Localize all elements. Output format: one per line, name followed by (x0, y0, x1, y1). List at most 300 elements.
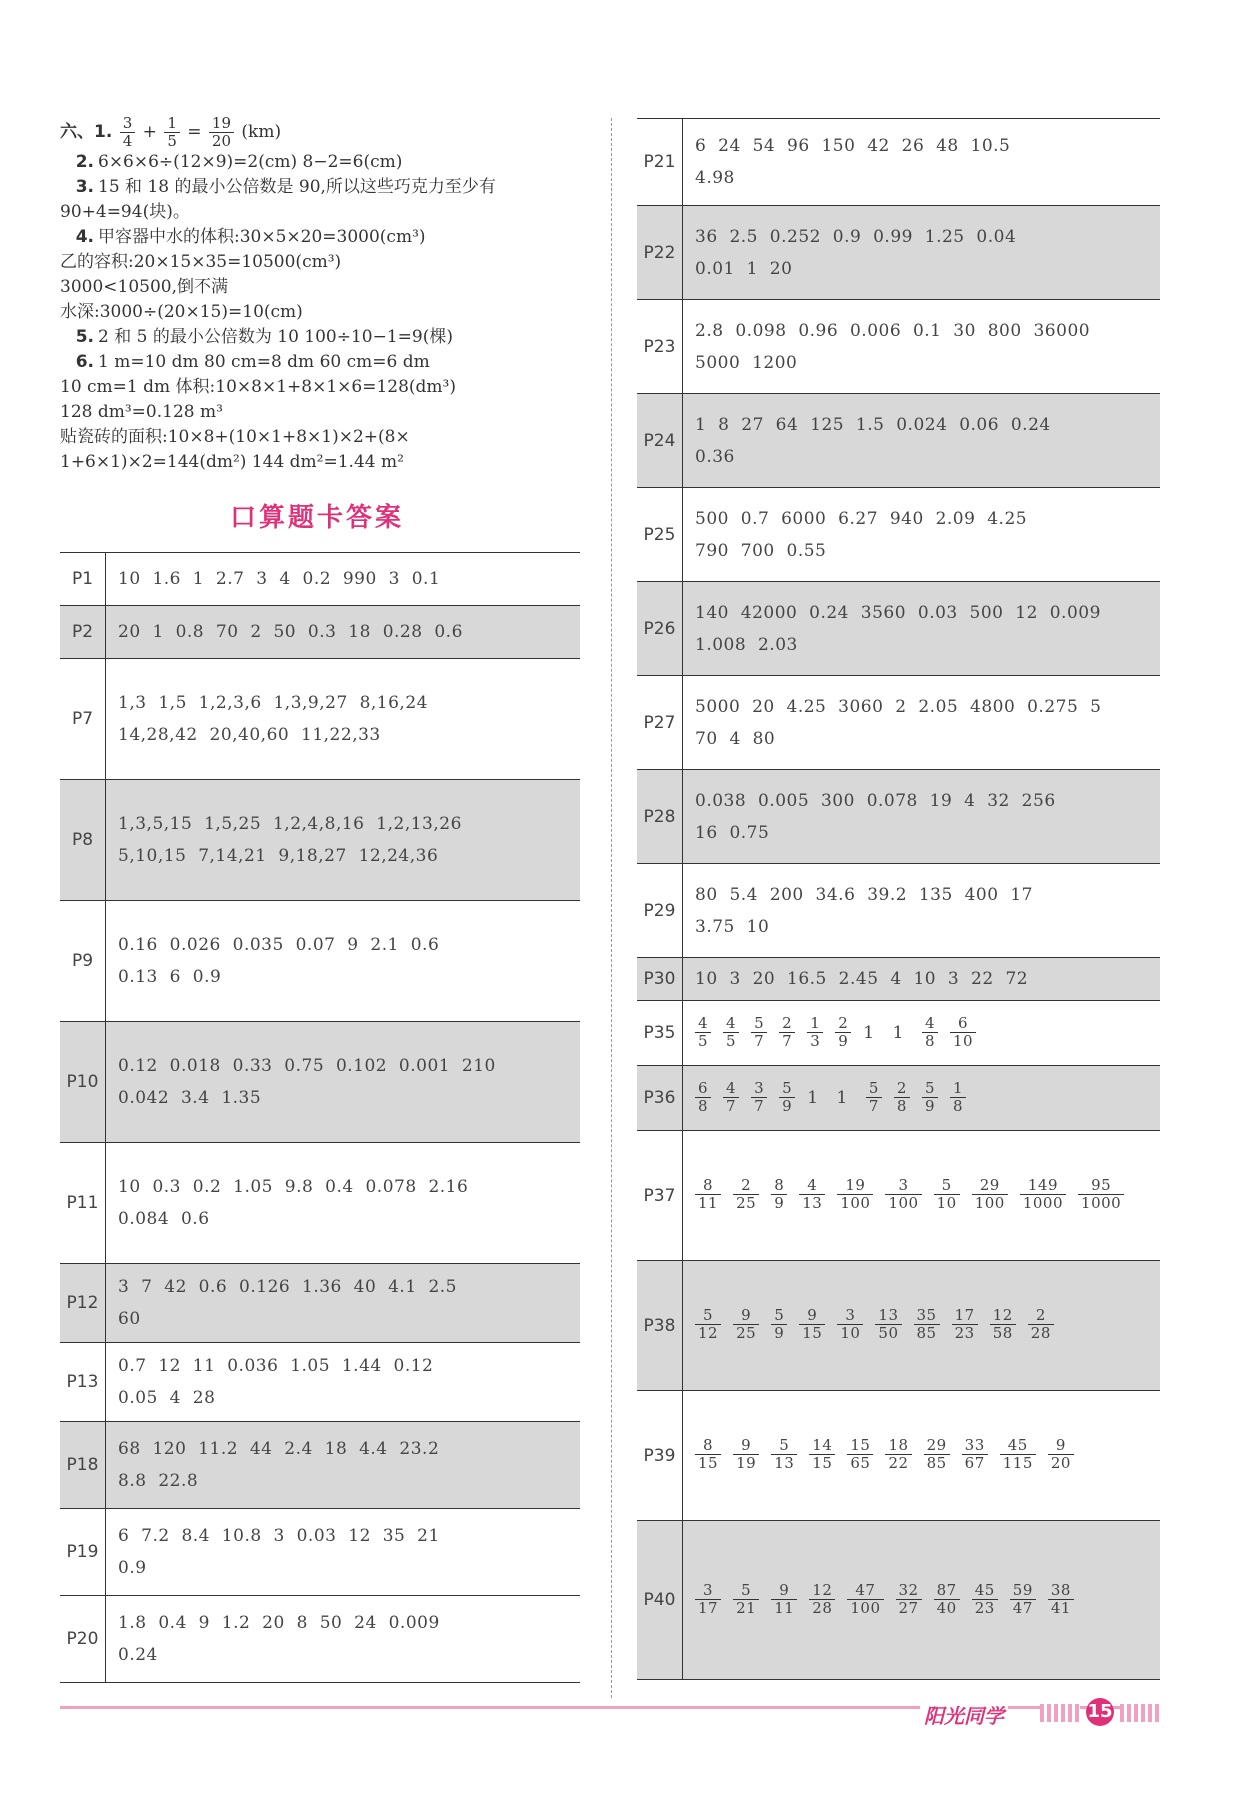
denominator: 7 (726, 1096, 737, 1115)
fraction (896, 1582, 922, 1617)
page-label: P28 (637, 770, 683, 864)
fraction (695, 1177, 721, 1212)
problem-2 (60, 150, 580, 175)
fraction (799, 1177, 825, 1212)
answer-row (637, 864, 1160, 958)
denominator: 9 (924, 1096, 935, 1115)
denominator: 25 (736, 1324, 757, 1342)
denominator: 11 (774, 1598, 795, 1617)
denominator: 58 (992, 1324, 1013, 1342)
fraction-values (683, 1001, 1161, 1066)
denominator: 15 (812, 1454, 833, 1472)
denominator: 28 (1030, 1324, 1051, 1342)
fraction (885, 1177, 921, 1212)
page-label: P7 (60, 659, 106, 780)
fraction (1048, 1437, 1074, 1472)
numerator: 5 (866, 1080, 882, 1098)
answer-line: 16 0.75 (695, 822, 770, 843)
denominator: 100 (850, 1598, 881, 1617)
numerator: 5 (771, 1307, 787, 1325)
fraction (751, 1080, 767, 1115)
denominator: 41 (1050, 1598, 1071, 1617)
page-label: P37 (637, 1131, 683, 1261)
numerator: 1 (807, 1015, 823, 1033)
fraction (120, 115, 136, 150)
answer-row (60, 1264, 580, 1343)
answer-line: 140 42000 0.24 3560 0.03 500 12 0.009 (695, 602, 1101, 623)
fraction (751, 1015, 767, 1050)
answer-values (683, 958, 1161, 1001)
numerator: 9 (733, 1437, 759, 1455)
page-label: P35 (637, 1001, 683, 1066)
answer-row (60, 1022, 580, 1143)
answer-line: 80 5.4 200 34.6 39.2 135 400 17 (695, 884, 1033, 905)
answer-row (637, 676, 1160, 770)
denominator: 17 (698, 1598, 719, 1617)
fraction (733, 1582, 759, 1617)
numerator: 3 (695, 1582, 721, 1600)
numerator: 8 (771, 1177, 787, 1195)
answer-line: 1.008 2.03 (695, 634, 798, 655)
denominator: 50 (878, 1324, 899, 1342)
answer-line: 1,3,5,15 1,5,25 1,2,4,8,16 1,2,13,26 (118, 814, 462, 834)
fraction (866, 1080, 882, 1115)
numerator: 5 (695, 1307, 721, 1325)
page-label: P20 (60, 1596, 106, 1683)
numerator: 5 (751, 1015, 767, 1033)
answer-values (683, 488, 1161, 582)
answer-line: 36 2.5 0.252 0.9 0.99 1.25 0.04 (695, 226, 1017, 247)
fraction (695, 1080, 711, 1115)
numerator: 5 (922, 1080, 938, 1098)
answer-line: 0.01 1 20 (695, 258, 793, 279)
denominator: 21 (736, 1598, 757, 1617)
fraction (885, 1437, 911, 1472)
footer-decoration (1040, 1704, 1080, 1722)
numerator: 33 (962, 1437, 988, 1455)
answer-line: 0.13 6 0.9 (118, 967, 222, 987)
answer-line: 20 1 0.8 70 2 50 0.3 18 0.28 0.6 (118, 622, 463, 642)
denominator: 22 (888, 1454, 909, 1472)
fraction-answer-row (637, 1391, 1160, 1521)
numerator: 87 (934, 1582, 960, 1600)
fraction-values (683, 1131, 1161, 1261)
page-label: P26 (637, 582, 683, 676)
answer-row (60, 1422, 580, 1509)
answer-values (683, 770, 1161, 864)
answer-values (683, 394, 1161, 488)
denominator: 23 (954, 1324, 975, 1342)
problem-text: 90+4=94(块)。 (60, 202, 190, 222)
page-number: 15 (1086, 1698, 1114, 1726)
numerator: 8 (695, 1437, 721, 1455)
page-label: P29 (637, 864, 683, 958)
fraction (733, 1307, 759, 1342)
fraction (962, 1437, 988, 1472)
page-label: P39 (637, 1391, 683, 1521)
fraction (972, 1582, 998, 1617)
denominator: 100 (974, 1194, 1005, 1212)
whole-number: 1 (836, 1088, 848, 1108)
denominator: 8 (924, 1031, 935, 1050)
fraction (922, 1080, 938, 1115)
answer-row (637, 582, 1160, 676)
problem-text: 甲容器中水的体积:30×5×20=3000(cm³) (98, 227, 426, 247)
problem-text: 6×6×6÷(12×9)=2(cm) 8−2=6(cm) (98, 152, 403, 172)
fraction (1048, 1582, 1074, 1617)
denominator: 11 (698, 1194, 719, 1212)
section-title: 口算题卡答案 (230, 503, 405, 533)
fraction (847, 1582, 883, 1617)
page-label: P23 (637, 300, 683, 394)
numerator: 14 (809, 1437, 835, 1455)
left-answer-table (60, 552, 580, 1683)
numerator: 17 (952, 1307, 978, 1325)
page-label: P19 (60, 1509, 106, 1596)
answer-line: 4.98 (695, 168, 735, 188)
denominator: 20 (1050, 1454, 1071, 1472)
numerator: 38 (1048, 1582, 1074, 1600)
right-answer-table (637, 118, 1160, 1680)
answer-line: 3.75 10 (695, 916, 770, 937)
problem-5 (60, 325, 580, 350)
numerator: 35 (914, 1307, 940, 1325)
denominator: 4 (122, 132, 133, 150)
fraction (695, 1582, 721, 1617)
numerator: 13 (875, 1307, 901, 1325)
fraction (733, 1177, 759, 1212)
answer-line: 60 (118, 1309, 141, 1329)
numerator: 1 (950, 1080, 966, 1098)
fraction (809, 1582, 835, 1617)
answer-line: 10 3 20 16.5 2.45 4 10 3 22 72 (695, 969, 1029, 989)
problem-section (60, 115, 580, 475)
problem-text: 128 dm³=0.128 m³ (60, 402, 223, 422)
answer-values (106, 1022, 581, 1143)
answer-line: 500 0.7 6000 6.27 940 2.09 4.25 (695, 508, 1028, 529)
answer-values (106, 1143, 581, 1264)
answer-line: 70 4 80 (695, 728, 776, 749)
answer-row (60, 1596, 580, 1683)
answer-row (60, 553, 580, 606)
problem-number: 6. (75, 352, 94, 372)
fraction (771, 1437, 797, 1472)
denominator: 1000 (1022, 1194, 1064, 1212)
equals: = (187, 122, 202, 142)
problem-1 (60, 115, 580, 150)
numerator: 9 (799, 1307, 825, 1325)
fraction (914, 1307, 940, 1342)
denominator: 5 (167, 132, 177, 150)
answer-row (60, 901, 580, 1022)
numerator: 12 (809, 1582, 835, 1600)
page-label: P27 (637, 676, 683, 770)
answer-line: 790 700 0.55 (695, 540, 827, 561)
denominator: 5 (698, 1031, 709, 1050)
fraction (990, 1307, 1016, 1342)
whole-number: 1 (892, 1023, 904, 1043)
numerator: 29 (972, 1177, 1008, 1195)
fraction (934, 1582, 960, 1617)
denominator: 5 (726, 1031, 737, 1050)
fraction (1020, 1177, 1066, 1212)
denominator: 10 (936, 1194, 957, 1212)
denominator: 65 (850, 1454, 871, 1472)
fraction (723, 1080, 739, 1115)
answer-values (106, 1264, 581, 1343)
numerator: 2 (1028, 1307, 1054, 1325)
fraction (695, 1307, 721, 1342)
answer-values (683, 119, 1161, 206)
answer-line: 2.8 0.098 0.96 0.006 0.1 30 800 36000 (695, 320, 1091, 341)
numerator: 4 (799, 1177, 825, 1195)
numerator: 5 (779, 1080, 795, 1098)
numerator: 45 (972, 1582, 998, 1600)
fraction (779, 1080, 795, 1115)
denominator: 8 (698, 1096, 709, 1115)
answer-line: 0.084 0.6 (118, 1209, 210, 1229)
numerator: 1 (164, 115, 180, 133)
page-label: P12 (60, 1264, 106, 1343)
denominator: 10 (952, 1031, 974, 1050)
problem-number: 4. (75, 227, 94, 247)
fraction-answer-row (637, 1001, 1160, 1066)
denominator: 9 (838, 1031, 849, 1050)
fraction (924, 1437, 950, 1472)
problem-text: 2 和 5 的最小公倍数为 10 100÷10−1=9(棵) (98, 327, 453, 347)
answer-line: 8.8 22.8 (118, 1471, 199, 1491)
denominator: 1000 (1081, 1194, 1122, 1212)
problem-text: 1+6×1)×2=144(dm²) 144 dm²=1.44 m² (60, 452, 404, 472)
numerator: 6 (950, 1015, 976, 1033)
answer-line: 6 24 54 96 150 42 26 48 10.5 (695, 136, 1011, 156)
answer-line: 1.8 0.4 9 1.2 20 8 50 24 0.009 (118, 1613, 440, 1633)
fraction (972, 1177, 1008, 1212)
denominator: 12 (698, 1324, 719, 1342)
denominator: 67 (964, 1454, 985, 1472)
page-label: P38 (637, 1261, 683, 1391)
fraction (1010, 1582, 1036, 1617)
answer-row (637, 770, 1160, 864)
answer-row (60, 1143, 580, 1264)
answer-row (637, 394, 1160, 488)
whole-number: 1 (807, 1088, 819, 1108)
answer-line: 0.05 4 28 (118, 1388, 216, 1408)
numerator: 5 (771, 1437, 797, 1455)
brand-logo: 阳光同学 (920, 1700, 1008, 1729)
numerator: 4 (723, 1015, 739, 1033)
problem-text: 贴瓷砖的面积:10×8+(10×1+8×1)×2+(8× (60, 427, 410, 447)
fraction-values (683, 1066, 1161, 1131)
numerator: 19 (837, 1177, 873, 1195)
denominator: 15 (802, 1324, 823, 1342)
numerator: 6 (695, 1080, 711, 1098)
fraction (950, 1015, 976, 1050)
answer-row (60, 1343, 580, 1422)
numerator: 149 (1020, 1177, 1066, 1195)
answer-row (60, 606, 580, 659)
denominator: 85 (916, 1324, 937, 1342)
numerator: 15 (847, 1437, 873, 1455)
problem-number: 2. (75, 152, 94, 172)
problem-text: 1 m=10 dm 80 cm=8 dm 60 cm=6 dm (98, 352, 430, 372)
answer-line: 0.038 0.005 300 0.078 19 4 32 256 (695, 790, 1056, 811)
denominator: 7 (754, 1031, 765, 1050)
problem-1-number: 六、1. (60, 122, 113, 142)
fraction (922, 1015, 938, 1050)
fraction (733, 1437, 759, 1472)
fraction-values (683, 1391, 1161, 1521)
fraction (164, 115, 180, 150)
answer-line: 5,10,15 7,14,21 9,18,27 12,24,36 (118, 846, 439, 866)
numerator: 4 (695, 1015, 711, 1033)
denominator: 28 (812, 1598, 833, 1617)
denominator: 8 (896, 1096, 907, 1115)
page-label: P30 (637, 958, 683, 1001)
numerator: 3 (751, 1080, 767, 1098)
page-label: P40 (637, 1521, 683, 1680)
numerator: 18 (885, 1437, 911, 1455)
problem-3 (60, 175, 580, 200)
fraction (837, 1307, 863, 1342)
fraction (779, 1015, 795, 1050)
numerator: 3 (120, 115, 136, 133)
page-label: P10 (60, 1022, 106, 1143)
answer-line: 1 8 27 64 125 1.5 0.024 0.06 0.24 (695, 414, 1051, 435)
numerator: 29 (924, 1437, 950, 1455)
answer-line: 1,3 1,5 1,2,3,6 1,3,9,27 8,16,24 (118, 693, 428, 713)
fraction (950, 1080, 966, 1115)
denominator: 13 (774, 1454, 795, 1472)
numerator: 2 (733, 1177, 759, 1195)
footer-decoration (1120, 1704, 1160, 1722)
answer-values (683, 676, 1161, 770)
answer-row (637, 958, 1160, 1001)
page-label: P24 (637, 394, 683, 488)
answer-line: 5000 1200 (695, 352, 798, 373)
numerator: 9 (733, 1307, 759, 1325)
fraction (875, 1307, 901, 1342)
page-label: P9 (60, 901, 106, 1022)
fraction (809, 1437, 835, 1472)
denominator: 9 (774, 1194, 785, 1212)
fraction (695, 1437, 721, 1472)
denominator: 9 (782, 1096, 793, 1115)
numerator: 3 (837, 1307, 863, 1325)
denominator: 47 (1012, 1598, 1033, 1617)
fraction (771, 1307, 787, 1342)
answer-line: 0.12 0.018 0.33 0.75 0.102 0.001 210 (118, 1056, 496, 1076)
fraction (847, 1437, 873, 1472)
denominator: 40 (936, 1598, 957, 1617)
problem-text: 15 和 18 的最小公倍数是 90,所以这些巧克力至少有 (98, 177, 496, 197)
denominator: 15 (698, 1454, 719, 1472)
answer-line: 10 1.6 1 2.7 3 4 0.2 990 3 0.1 (118, 569, 441, 589)
answer-values (106, 606, 581, 659)
denominator: 27 (898, 1598, 919, 1617)
denominator: 100 (840, 1194, 871, 1212)
denominator: 13 (802, 1194, 823, 1212)
fraction-answer-row (637, 1261, 1160, 1391)
answer-line: 0.7 12 11 0.036 1.05 1.44 0.12 (118, 1356, 434, 1376)
problem-number: 5. (75, 327, 94, 347)
answer-line: 0.16 0.026 0.035 0.07 9 2.1 0.6 (118, 935, 440, 955)
denominator: 85 (926, 1454, 947, 1472)
answer-values (106, 901, 581, 1022)
fraction (1078, 1177, 1124, 1212)
page-label: P21 (637, 119, 683, 206)
numerator: 4 (922, 1015, 938, 1033)
answer-line: 3 7 42 0.6 0.126 1.36 40 4.1 2.5 (118, 1277, 457, 1297)
answer-values (106, 1509, 581, 1596)
fraction (799, 1307, 825, 1342)
denominator: 3 (810, 1031, 821, 1050)
answer-values (106, 659, 581, 780)
numerator: 32 (896, 1582, 922, 1600)
answer-values (106, 780, 581, 901)
page-label: P13 (60, 1343, 106, 1422)
problem-text: 10 cm=1 dm 体积:10×8×1+8×1×6=128(dm³) (60, 377, 456, 397)
page-label: P2 (60, 606, 106, 659)
problem-text: 乙的容积:20×15×35=10500(cm³) (60, 252, 342, 272)
answer-line: 68 120 11.2 44 2.4 18 4.4 23.2 (118, 1439, 440, 1459)
answer-line: 0.36 (695, 446, 735, 467)
fraction-values (683, 1261, 1161, 1391)
fraction (1028, 1307, 1054, 1342)
numerator: 8 (695, 1177, 721, 1195)
denominator: 20 (211, 132, 232, 150)
numerator: 3 (885, 1177, 921, 1195)
answer-values (683, 582, 1161, 676)
answer-line: 14,28,42 20,40,60 11,22,33 (118, 725, 381, 745)
answer-line: 10 0.3 0.2 1.05 9.8 0.4 0.078 2.16 (118, 1177, 469, 1197)
numerator: 2 (779, 1015, 795, 1033)
numerator: 45 (1000, 1437, 1036, 1455)
fraction (209, 115, 234, 150)
denominator: 9 (774, 1324, 785, 1342)
numerator: 9 (1048, 1437, 1074, 1455)
answer-line: 5000 20 4.25 3060 2 2.05 4800 0.275 5 (695, 696, 1102, 717)
problem-6 (60, 350, 580, 375)
denominator: 100 (888, 1194, 919, 1212)
answer-row (637, 300, 1160, 394)
denominator: 10 (840, 1324, 861, 1342)
answer-values (683, 300, 1161, 394)
fraction-answer-row (637, 1131, 1160, 1261)
fraction (771, 1582, 797, 1617)
numerator: 19 (209, 115, 234, 133)
answer-row (60, 659, 580, 780)
problem-4 (60, 225, 580, 250)
numerator: 2 (894, 1080, 910, 1098)
fraction (695, 1015, 711, 1050)
numerator: 59 (1010, 1582, 1036, 1600)
page-label: P8 (60, 780, 106, 901)
numerator: 95 (1078, 1177, 1124, 1195)
fraction (952, 1307, 978, 1342)
page-label: P22 (637, 206, 683, 300)
operator: + (142, 122, 157, 142)
answer-row (637, 119, 1160, 206)
column-divider (611, 118, 612, 1698)
denominator: 19 (736, 1454, 757, 1472)
page-label: P25 (637, 488, 683, 582)
answer-values (106, 1343, 581, 1422)
denominator: 25 (736, 1194, 757, 1212)
whole-number: 1 (863, 1023, 875, 1043)
fraction (934, 1177, 960, 1212)
denominator: 115 (1002, 1454, 1033, 1472)
